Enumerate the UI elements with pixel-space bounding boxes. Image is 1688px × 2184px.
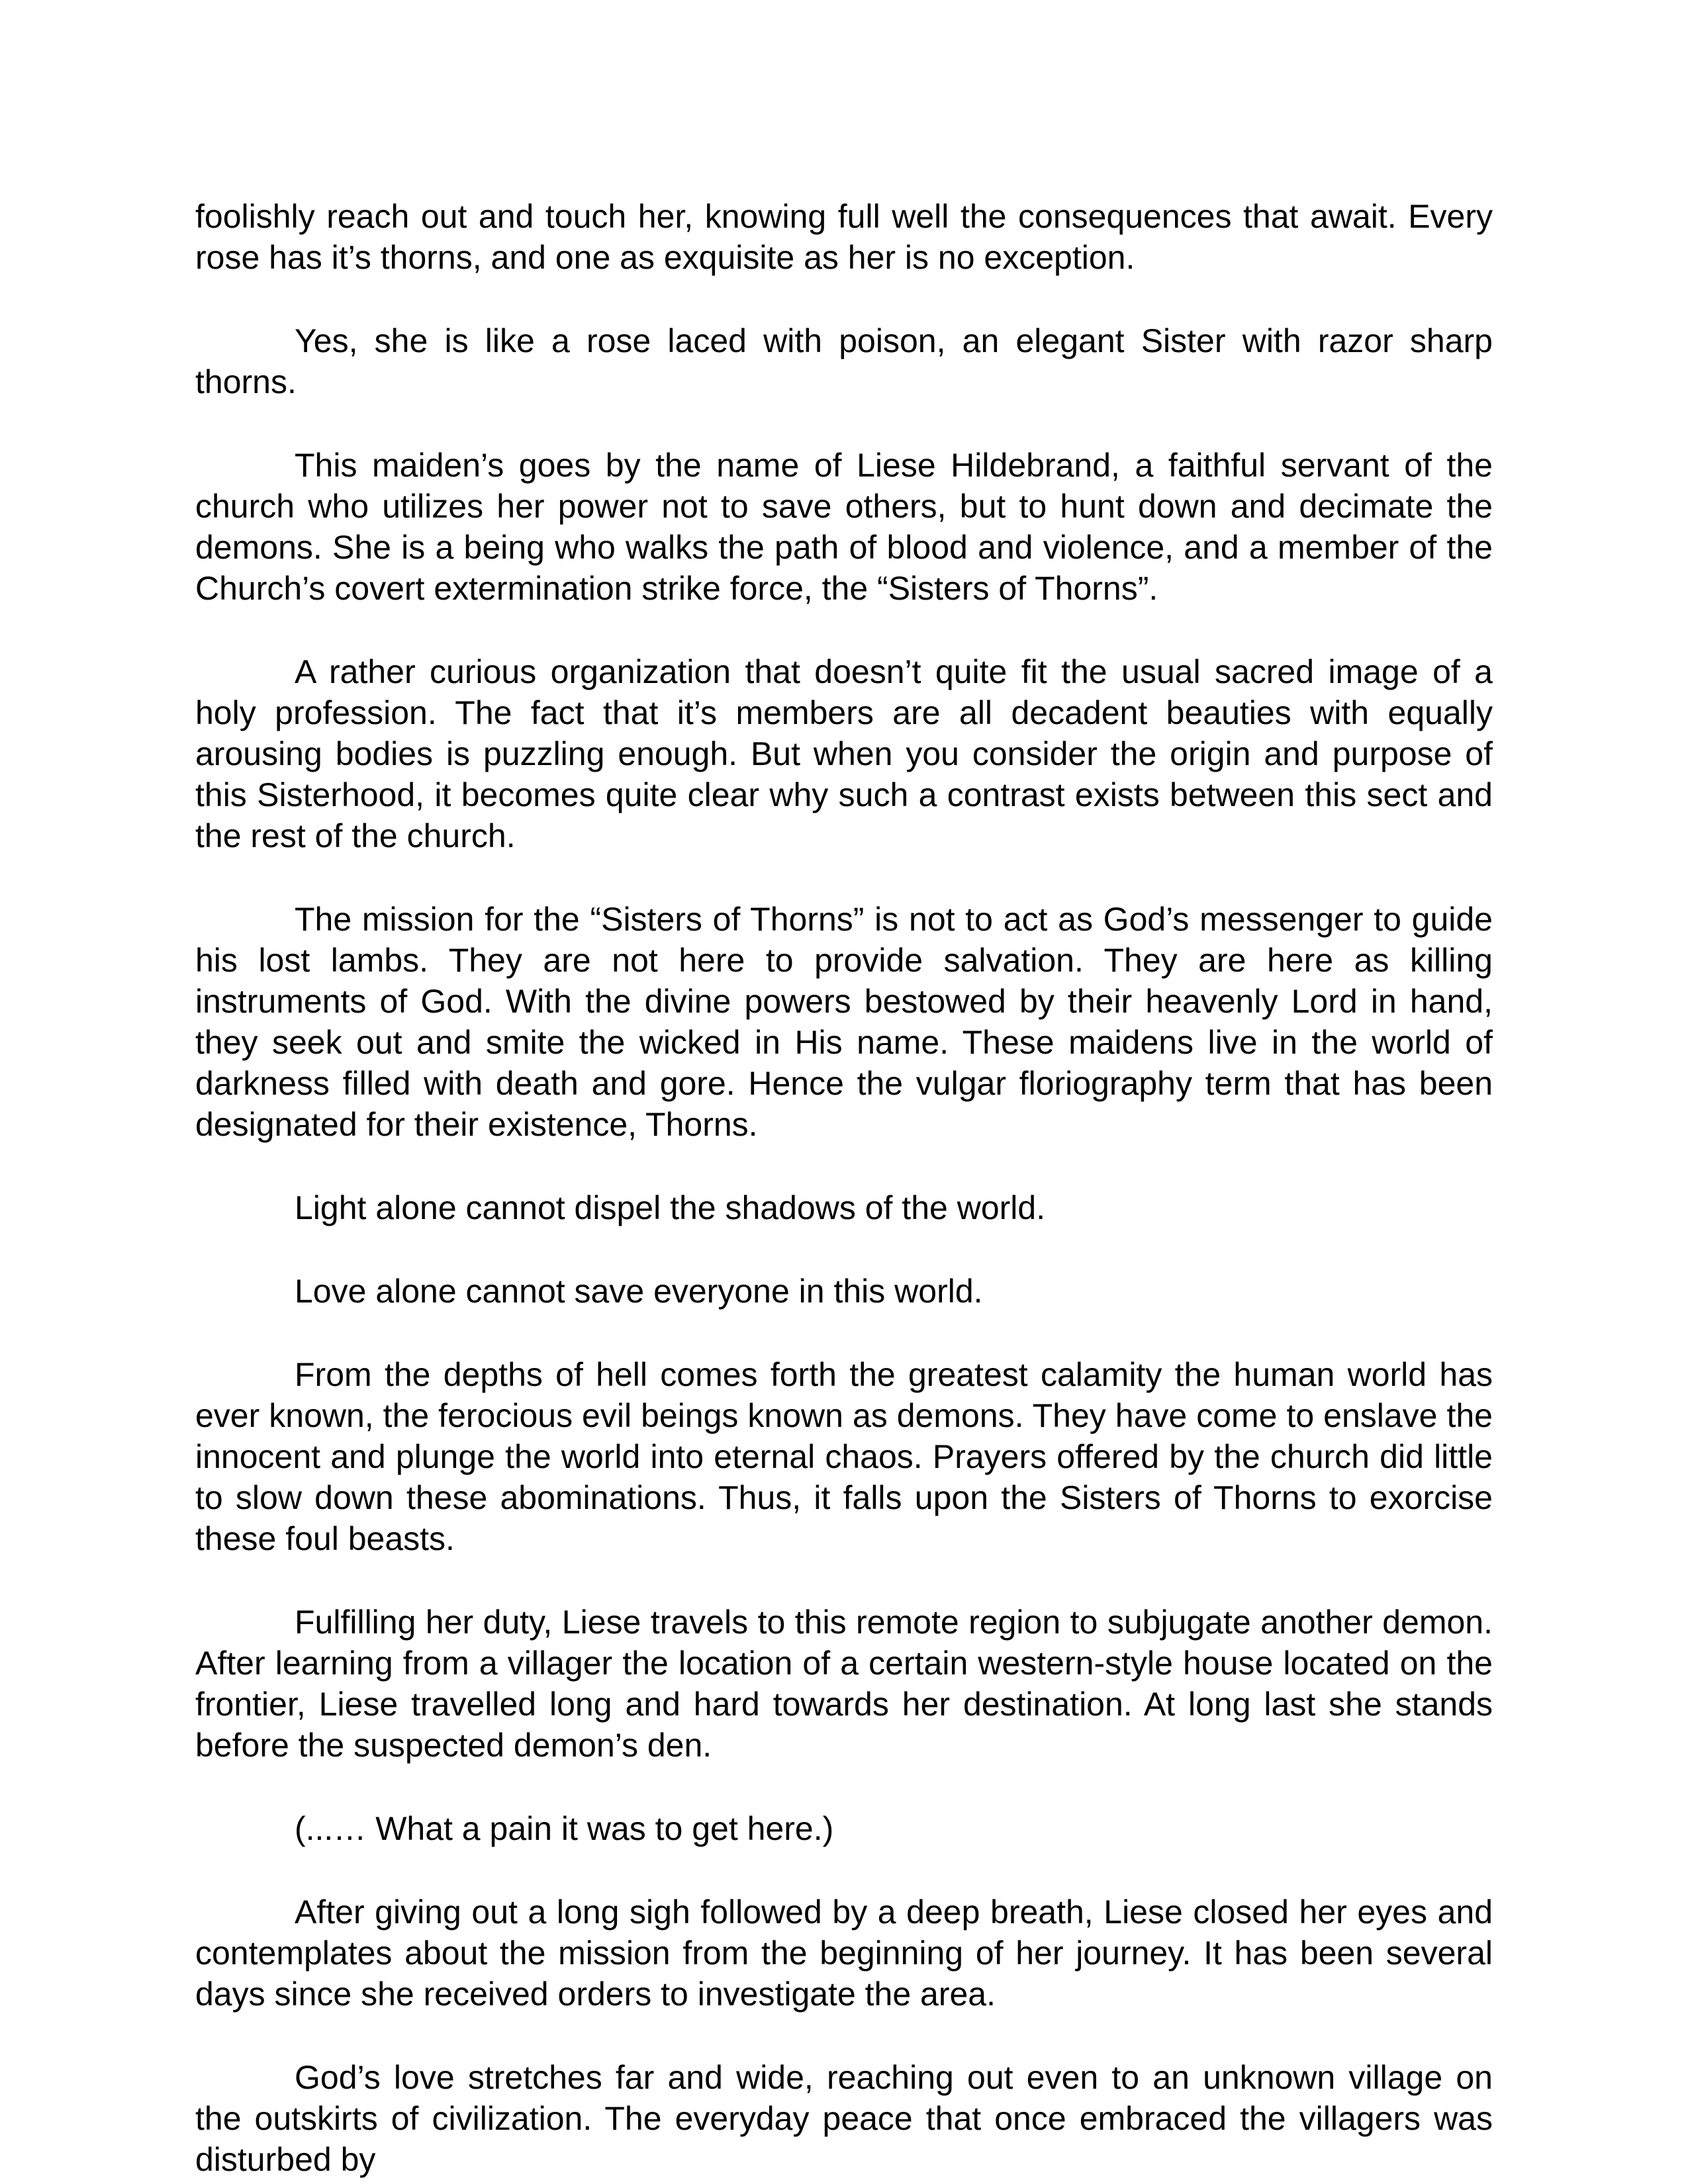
paragraph-7: Love alone cannot save everyone in this world.: [295, 1273, 983, 1310]
paragraph-1: foolishly reach out and touch her, knowing full well the consequences that await. Every rose has it’s thorns, and one as exquisite as her is no exception.: [195, 198, 1493, 276]
paragraph-12: God’s love stretches far and wide, reaching out even to an unknown village on the outskirts of civilization. The everyday peace that once embraced the villagers was disturbed by: [195, 2059, 1493, 2178]
paragraph-4: A rather curious organization that doesn’t quite fit the usual sacred image of a holy profession. The fact that it’s members are all decadent beauties with equally arousing bodies is puzzling enough. But when you consider the origin and purpose of this Sisterhood, it becomes quite clear why such a contrast exists between this sect and the rest of the church.: [195, 653, 1493, 854]
paragraph-5: The mission for the “Sisters of Thorns” is not to act as God’s messenger to guide his lost lambs. They are not here to provide salvation. They are here as killing instruments of God. With the divine powers bestowed by their heavenly Lord in hand, they seek out and smite the wicked in His name. These maidens live in the world of darkness filled with death and gore. Hence the vulgar floriography term that has been designated for their existence, Thorns.: [195, 901, 1493, 1143]
paragraph-10: (...… What a pain it was to get here.): [295, 1810, 834, 1847]
paragraph-11: After giving out a long sigh followed by a deep breath, Liese closed her eyes and contemplates about the mission from the beginning of her journey. It has been several days since she received orders to investigate the area.: [195, 1893, 1493, 2013]
paragraph-2: Yes, she is like a rose laced with poison, an elegant Sister with razor sharp thorns.: [195, 322, 1493, 400]
paragraph-3: This maiden’s goes by the name of Liese Hildebrand, a faithful servant of the church who utilizes her power not to save others, but to hunt down and decimate the demons. She is a being who walks the path of blood and violence, and a member of the Church’s covert extermination strike force, the “Sisters of Thorns”.: [195, 447, 1493, 607]
paragraph-9: Fulfilling her duty, Liese travels to this remote region to subjugate another demon. After learning from a villager the location of a certain western-style house located on the frontier, Liese travelled long and hard towards her destination. At long last she stands before the suspected demon’s den.: [195, 1604, 1493, 1764]
paragraph-8: From the depths of hell comes forth the greatest calamity the human world has ever known, the ferocious evil beings known as demons. They have come to enslave the innocent and plunge the world into eternal chaos. Prayers offered by the church did little to slow down these abominations. Thus, it falls upon the Sisters of Thorns to exorcise these foul beasts.: [195, 1356, 1493, 1557]
paragraph-6: Light alone cannot dispel the shadows of the world.: [295, 1189, 1046, 1226]
